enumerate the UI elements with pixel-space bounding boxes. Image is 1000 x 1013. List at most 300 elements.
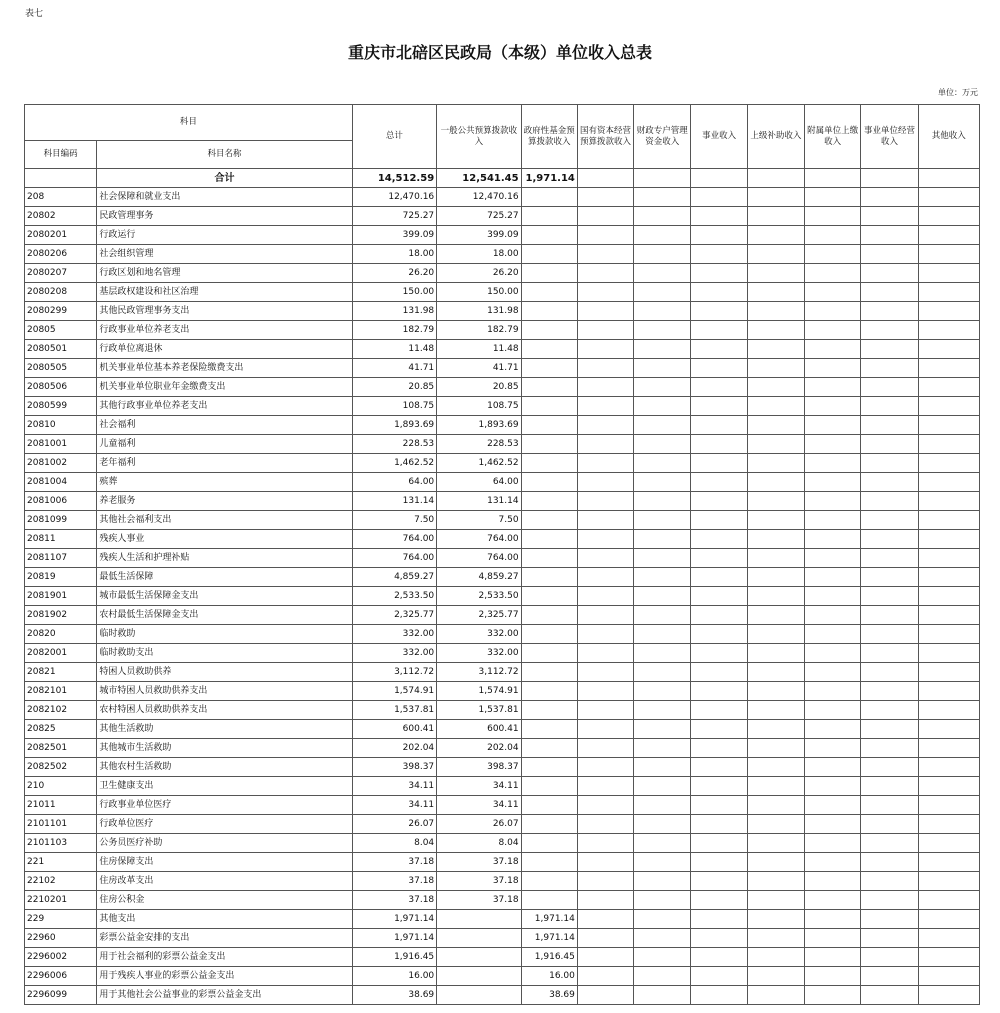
empty-cell <box>918 606 979 625</box>
empty-cell <box>747 435 804 454</box>
empty-cell <box>747 283 804 302</box>
gov-fund-cell <box>521 188 577 207</box>
gov-fund-cell <box>521 245 577 264</box>
subject-name-cell: 行政运行 <box>97 226 352 245</box>
subject-name-cell: 残疾人事业 <box>97 530 352 549</box>
general-budget-cell <box>437 967 521 986</box>
total-cell: 34.11 <box>352 777 436 796</box>
gov-fund-cell <box>521 283 577 302</box>
empty-cell <box>918 986 979 1005</box>
empty-cell <box>747 872 804 891</box>
empty-cell <box>577 758 633 777</box>
empty-cell <box>861 815 918 834</box>
gov-fund-cell <box>521 359 577 378</box>
empty-cell <box>691 834 747 853</box>
subject-code-cell: 2081006 <box>25 492 97 511</box>
empty-cell <box>634 530 691 549</box>
table-row <box>25 378 980 397</box>
empty-cell <box>634 340 691 359</box>
subject-code-cell: 2081004 <box>25 473 97 492</box>
empty-cell <box>691 872 747 891</box>
general-budget-cell: 37.18 <box>437 853 521 872</box>
empty-cell <box>691 796 747 815</box>
subject-code-cell: 2081001 <box>25 435 97 454</box>
empty-cell <box>634 207 691 226</box>
empty-cell <box>634 967 691 986</box>
empty-cell <box>918 530 979 549</box>
empty-cell <box>691 910 747 929</box>
empty-cell <box>747 587 804 606</box>
table-row <box>25 720 980 739</box>
unit-label: 单位：万元 <box>938 88 978 97</box>
empty-cell <box>805 359 861 378</box>
table-row <box>25 644 980 663</box>
empty-cell <box>577 397 633 416</box>
empty-cell <box>861 720 918 739</box>
empty-cell <box>691 758 747 777</box>
general-budget-cell <box>437 948 521 967</box>
general-budget-cell: 34.11 <box>437 777 521 796</box>
gov-fund-cell <box>521 891 577 910</box>
general-budget-cell: 228.53 <box>437 435 521 454</box>
subject-code-cell: 2296006 <box>25 967 97 986</box>
empty-cell <box>747 340 804 359</box>
empty-cell <box>918 435 979 454</box>
empty-cell <box>634 777 691 796</box>
subject-name-cell: 社会保障和就业支出 <box>97 188 352 207</box>
general-budget-cell: 41.71 <box>437 359 521 378</box>
empty-cell <box>861 606 918 625</box>
general-budget-cell: 11.48 <box>437 340 521 359</box>
subject-code-cell: 2080207 <box>25 264 97 283</box>
empty-cell <box>861 948 918 967</box>
empty-cell <box>634 834 691 853</box>
empty-cell <box>861 910 918 929</box>
empty-cell <box>805 796 861 815</box>
empty-cell <box>747 948 804 967</box>
gov-fund-cell <box>521 625 577 644</box>
empty-cell <box>577 188 633 207</box>
total-cell: 1,537.81 <box>352 701 436 720</box>
total-cell: 41.71 <box>352 359 436 378</box>
subject-code-cell: 2080505 <box>25 359 97 378</box>
table-row <box>25 397 980 416</box>
empty-cell <box>747 207 804 226</box>
gov-fund-cell <box>521 758 577 777</box>
subject-name-cell: 其他生活救助 <box>97 720 352 739</box>
gov-fund-cell <box>521 530 577 549</box>
empty-cell <box>747 321 804 340</box>
empty-cell <box>577 625 633 644</box>
empty-cell <box>634 397 691 416</box>
empty-cell <box>861 302 918 321</box>
table-row <box>25 853 980 872</box>
subject-code-cell: 2080299 <box>25 302 97 321</box>
empty-cell <box>691 720 747 739</box>
empty-cell <box>918 568 979 587</box>
empty-cell <box>691 929 747 948</box>
empty-cell <box>577 530 633 549</box>
empty-cell <box>634 720 691 739</box>
subject-code-cell: 221 <box>25 853 97 872</box>
empty-cell <box>861 473 918 492</box>
total-cell: 64.00 <box>352 473 436 492</box>
gov-fund-cell <box>521 473 577 492</box>
empty-cell <box>747 967 804 986</box>
empty-cell <box>747 644 804 663</box>
empty-cell <box>805 416 861 435</box>
empty-cell <box>691 568 747 587</box>
general-budget-cell: 3,112.72 <box>437 663 521 682</box>
subject-code-cell: 21011 <box>25 796 97 815</box>
empty-cell <box>861 340 918 359</box>
empty-cell <box>861 454 918 473</box>
empty-cell <box>861 967 918 986</box>
gov-fund-cell <box>521 264 577 283</box>
empty-cell <box>747 359 804 378</box>
gov-fund-header: 政府性基金预算拨款收入 <box>521 105 577 169</box>
empty-cell <box>577 359 633 378</box>
subject-code-header: 科目编码 <box>25 141 97 169</box>
empty-cell <box>634 758 691 777</box>
subject-name-cell: 民政管理事务 <box>97 207 352 226</box>
subject-code-cell: 2081902 <box>25 606 97 625</box>
empty-cell <box>918 948 979 967</box>
table-row <box>25 226 980 245</box>
subject-name-cell: 城市最低生活保障金支出 <box>97 587 352 606</box>
table-row <box>25 682 980 701</box>
empty-cell <box>577 815 633 834</box>
empty-cell <box>577 663 633 682</box>
empty-cell <box>634 910 691 929</box>
empty-cell <box>577 435 633 454</box>
empty-cell <box>861 682 918 701</box>
empty-cell <box>805 625 861 644</box>
empty-cell <box>747 188 804 207</box>
empty-cell <box>805 986 861 1005</box>
subject-name-cell: 机关事业单位基本养老保险缴费支出 <box>97 359 352 378</box>
general-budget-cell: 764.00 <box>437 549 521 568</box>
empty-cell <box>577 796 633 815</box>
subject-name-cell: 其他社会福利支出 <box>97 511 352 530</box>
subject-code-cell: 2080208 <box>25 283 97 302</box>
empty-cell <box>747 625 804 644</box>
empty-cell <box>634 644 691 663</box>
general-budget-cell: 398.37 <box>437 758 521 777</box>
empty-cell <box>634 302 691 321</box>
gov-fund-cell <box>521 340 577 359</box>
empty-cell <box>577 853 633 872</box>
subject-name-cell: 用于社会福利的彩票公益金支出 <box>97 948 352 967</box>
empty-cell <box>691 644 747 663</box>
subject-name-cell: 养老服务 <box>97 492 352 511</box>
subject-name-cell: 卫生健康支出 <box>97 777 352 796</box>
empty-cell <box>634 986 691 1005</box>
total-cell: 26.07 <box>352 815 436 834</box>
empty-cell <box>805 568 861 587</box>
total-cell: 1,916.45 <box>352 948 436 967</box>
gov-fund-cell <box>521 416 577 435</box>
empty-cell <box>691 207 747 226</box>
empty-cell <box>747 834 804 853</box>
empty-cell <box>805 473 861 492</box>
subject-code-cell: 2082101 <box>25 682 97 701</box>
general-budget-cell: 202.04 <box>437 739 521 758</box>
general-budget-cell: 332.00 <box>437 625 521 644</box>
gov-fund-cell <box>521 796 577 815</box>
empty-cell <box>577 739 633 758</box>
empty-cell <box>747 986 804 1005</box>
table-row <box>25 568 980 587</box>
empty-cell <box>861 283 918 302</box>
gov-fund-cell <box>521 853 577 872</box>
table-row <box>25 302 980 321</box>
empty-cell <box>918 549 979 568</box>
general-budget-cell: 182.79 <box>437 321 521 340</box>
subject-name-cell: 社会组织管理 <box>97 245 352 264</box>
empty-cell <box>577 264 633 283</box>
total-cell: 20.85 <box>352 378 436 397</box>
empty-cell <box>691 948 747 967</box>
subject-code-cell: 2080506 <box>25 378 97 397</box>
table-row <box>25 910 980 929</box>
empty-cell <box>861 872 918 891</box>
empty-cell <box>805 910 861 929</box>
subject-name-cell: 临时救助 <box>97 625 352 644</box>
empty-cell <box>861 264 918 283</box>
empty-cell <box>747 663 804 682</box>
empty-cell <box>805 245 861 264</box>
empty-cell <box>861 587 918 606</box>
empty-cell <box>747 378 804 397</box>
table-row <box>25 435 980 454</box>
total-cell: 4,859.27 <box>352 568 436 587</box>
empty-cell <box>805 853 861 872</box>
empty-cell <box>861 530 918 549</box>
total-cell: 228.53 <box>352 435 436 454</box>
empty-cell <box>861 397 918 416</box>
empty-cell <box>747 454 804 473</box>
table-row <box>25 283 980 302</box>
empty-cell <box>747 397 804 416</box>
empty-cell <box>861 663 918 682</box>
general-budget-cell: 764.00 <box>437 530 521 549</box>
empty-cell <box>691 549 747 568</box>
subject-code-cell: 2210201 <box>25 891 97 910</box>
empty-cell <box>577 720 633 739</box>
empty-cell <box>805 758 861 777</box>
empty-cell <box>691 454 747 473</box>
empty-cell <box>577 226 633 245</box>
subject-name-cell: 特困人员救助供养 <box>97 663 352 682</box>
empty-cell <box>805 777 861 796</box>
subject-name-cell: 残疾人生活和护理补贴 <box>97 549 352 568</box>
empty-cell <box>861 834 918 853</box>
gov-fund-cell: 1,971.14 <box>521 929 577 948</box>
general-budget-cell: 2,325.77 <box>437 606 521 625</box>
table-row <box>25 606 980 625</box>
empty-cell <box>861 568 918 587</box>
empty-cell <box>577 568 633 587</box>
empty-cell <box>805 587 861 606</box>
general-budget-cell: 37.18 <box>437 891 521 910</box>
empty-cell <box>805 378 861 397</box>
subject-name-cell: 机关事业单位职业年金缴费支出 <box>97 378 352 397</box>
total-cell: 3,112.72 <box>352 663 436 682</box>
subject-name-cell: 行政事业单位医疗 <box>97 796 352 815</box>
empty-cell <box>577 302 633 321</box>
empty-cell <box>861 549 918 568</box>
empty-cell <box>861 359 918 378</box>
gov-fund-cell: 1,971.14 <box>521 910 577 929</box>
gov-fund-cell: 38.69 <box>521 986 577 1005</box>
table-row <box>25 815 980 834</box>
empty-cell <box>918 625 979 644</box>
subject-code-cell: 20802 <box>25 207 97 226</box>
empty-cell <box>861 986 918 1005</box>
empty-cell <box>634 739 691 758</box>
subject-name-cell: 用于残疾人事业的彩票公益金支出 <box>97 967 352 986</box>
empty-cell <box>634 245 691 264</box>
empty-cell <box>577 777 633 796</box>
empty-cell <box>577 492 633 511</box>
empty-cell <box>747 777 804 796</box>
general-budget-cell: 725.27 <box>437 207 521 226</box>
empty-cell <box>691 378 747 397</box>
empty-cell <box>691 530 747 549</box>
table-row <box>25 511 980 530</box>
general-budget-cell: 12,470.16 <box>437 188 521 207</box>
empty-cell <box>861 644 918 663</box>
gov-fund-cell <box>521 606 577 625</box>
total-cell: 2,325.77 <box>352 606 436 625</box>
gov-fund-cell <box>521 492 577 511</box>
empty-cell <box>577 986 633 1005</box>
subject-name-cell: 行政单位离退休 <box>97 340 352 359</box>
total-cell: 7.50 <box>352 511 436 530</box>
empty-cell <box>577 834 633 853</box>
total-cell: 131.98 <box>352 302 436 321</box>
empty-cell <box>577 511 633 530</box>
gov-fund-cell <box>521 378 577 397</box>
empty-cell <box>747 416 804 435</box>
general-budget-cell: 37.18 <box>437 872 521 891</box>
empty-cell <box>577 549 633 568</box>
gov-fund-cell <box>521 872 577 891</box>
empty-cell <box>691 663 747 682</box>
empty-cell <box>634 606 691 625</box>
empty-cell <box>805 872 861 891</box>
total-cell: 398.37 <box>352 758 436 777</box>
empty-cell <box>577 682 633 701</box>
general-budget-cell: 600.41 <box>437 720 521 739</box>
total-header: 总计 <box>352 105 436 169</box>
empty-cell <box>634 549 691 568</box>
empty-cell <box>805 207 861 226</box>
table-row <box>25 834 980 853</box>
empty-cell <box>691 302 747 321</box>
general-budget-cell: 64.00 <box>437 473 521 492</box>
empty-cell <box>861 378 918 397</box>
empty-cell <box>691 264 747 283</box>
empty-cell <box>634 473 691 492</box>
empty-cell <box>747 530 804 549</box>
empty-cell <box>805 397 861 416</box>
empty-cell <box>691 340 747 359</box>
table-row <box>25 701 980 720</box>
totals-gov-fund: 1,971.14 <box>521 169 577 188</box>
general-budget-cell: 150.00 <box>437 283 521 302</box>
gov-fund-cell <box>521 834 577 853</box>
totals-code-cell <box>25 169 97 188</box>
empty-cell <box>805 549 861 568</box>
subject-code-cell: 2080201 <box>25 226 97 245</box>
empty-cell <box>805 720 861 739</box>
empty-cell <box>691 587 747 606</box>
empty-cell <box>918 492 979 511</box>
empty-cell <box>634 891 691 910</box>
empty-cell <box>918 663 979 682</box>
subject-name-cell: 基层政权建设和社区治理 <box>97 283 352 302</box>
empty-cell <box>918 416 979 435</box>
empty-cell <box>634 454 691 473</box>
empty-cell <box>691 606 747 625</box>
empty-cell <box>747 758 804 777</box>
empty-cell <box>747 264 804 283</box>
gov-fund-cell <box>521 663 577 682</box>
total-cell: 131.14 <box>352 492 436 511</box>
empty-cell <box>747 226 804 245</box>
general-budget-cell: 7.50 <box>437 511 521 530</box>
subject-code-cell: 20821 <box>25 663 97 682</box>
empty-cell <box>577 340 633 359</box>
empty-cell <box>634 283 691 302</box>
empty-cell <box>918 815 979 834</box>
empty-cell <box>691 492 747 511</box>
empty-cell <box>805 663 861 682</box>
empty-cell <box>805 302 861 321</box>
subject-code-cell: 20825 <box>25 720 97 739</box>
empty-cell <box>861 321 918 340</box>
empty-cell <box>577 872 633 891</box>
empty-cell <box>577 948 633 967</box>
subject-code-cell: 2101103 <box>25 834 97 853</box>
empty-cell <box>691 226 747 245</box>
empty-cell <box>861 625 918 644</box>
empty-cell <box>805 340 861 359</box>
general-budget-cell: 26.07 <box>437 815 521 834</box>
general-budget-cell <box>437 910 521 929</box>
empty-cell <box>805 511 861 530</box>
empty-cell <box>861 929 918 948</box>
general-budget-cell <box>437 929 521 948</box>
gov-fund-cell <box>521 739 577 758</box>
total-cell: 34.11 <box>352 796 436 815</box>
empty-cell <box>691 853 747 872</box>
general-budget-cell: 4,859.27 <box>437 568 521 587</box>
table-row <box>25 245 980 264</box>
subject-name-cell: 殡葬 <box>97 473 352 492</box>
general-budget-cell: 8.04 <box>437 834 521 853</box>
gov-fund-cell <box>521 511 577 530</box>
subject-name-cell: 行政区划和地名管理 <box>97 264 352 283</box>
empty-cell <box>577 207 633 226</box>
empty-cell <box>918 796 979 815</box>
empty-cell <box>634 378 691 397</box>
empty-cell <box>805 834 861 853</box>
general-budget-cell <box>437 986 521 1005</box>
empty-cell <box>747 473 804 492</box>
